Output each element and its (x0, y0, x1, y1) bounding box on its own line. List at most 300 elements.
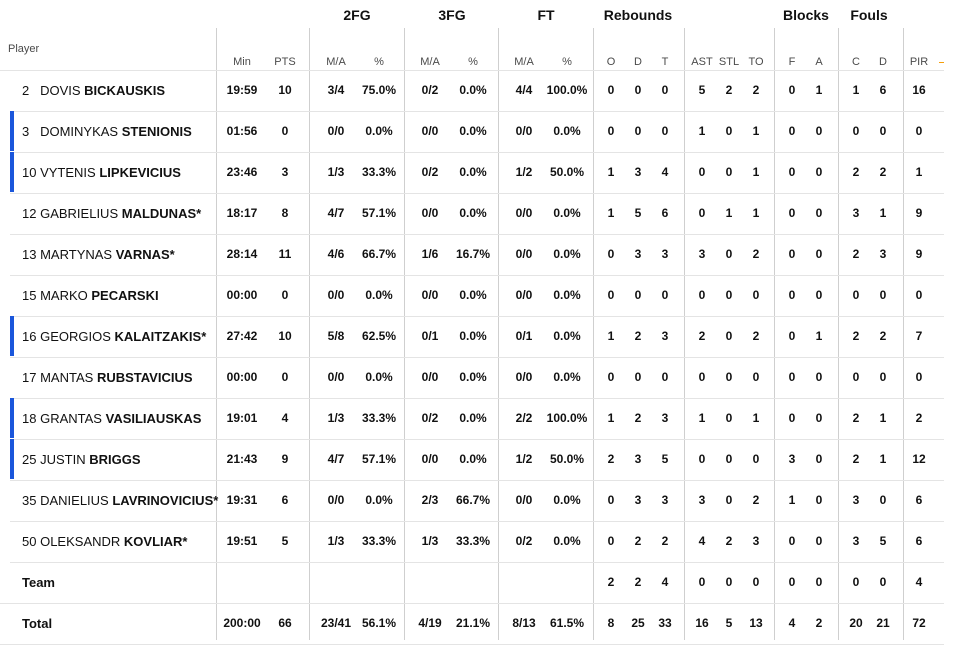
on-court-indicator (10, 152, 14, 192)
stat-ft-pct: 0.0% (553, 370, 581, 384)
player-first-name: GRANTAS (40, 411, 102, 426)
stat-min: 00:00 (226, 288, 258, 302)
stat-to: 13 (749, 616, 763, 630)
player-name-link[interactable] (22, 535, 187, 548)
stat-blk-f: 3 (788, 452, 796, 466)
stat-2fg-ma: 4/7 (327, 452, 345, 466)
stat-to: 1 (752, 165, 760, 179)
stat-foul-c: 3 (852, 206, 860, 220)
stat-min: 21:43 (226, 452, 258, 466)
column-header-ft-pct[interactable]: % (562, 56, 572, 68)
player-name-link[interactable] (22, 371, 193, 384)
stat-2fg-pct: 75.0% (361, 83, 397, 97)
stat-reb-t: 2 (661, 534, 669, 548)
stat-blk-a: 0 (815, 206, 823, 220)
stat-ft-pct: 0.0% (553, 329, 581, 343)
table-row[interactable] (0, 439, 944, 480)
stat-reb-o: 1 (607, 411, 615, 425)
stat-stl: 5 (725, 616, 733, 630)
stat-ast: 0 (698, 452, 706, 466)
stat-2fg-pct: 57.1% (361, 452, 397, 466)
stat-blk-a: 0 (815, 411, 823, 425)
stat-pir: 7 (915, 329, 923, 343)
column-header-foul-c[interactable]: C (852, 56, 860, 68)
player-last-name: STENIONIS (121, 124, 192, 139)
column-header-blk-a[interactable]: A (815, 56, 823, 68)
stat-ft-pct: 0.0% (553, 288, 581, 302)
column-header-reb-d[interactable]: D (634, 56, 642, 68)
stat-min: 01:56 (226, 124, 258, 138)
stat-blk-f: 0 (788, 247, 796, 261)
stat-min: 200:00 (223, 616, 261, 630)
stat-pir: 0 (915, 124, 923, 138)
starter-mark: * (196, 206, 202, 221)
player-number: 15 (22, 288, 37, 303)
stat-3fg-ma: 0/2 (421, 411, 439, 425)
stat-pts: 4 (281, 411, 289, 425)
stat-foul-d: 0 (879, 575, 887, 589)
stat-foul-d: 6 (879, 83, 887, 97)
stat-stl: 0 (725, 165, 733, 179)
stat-2fg-pct: 56.1% (361, 616, 397, 630)
stat-ft-ma: 2/2 (515, 411, 533, 425)
stat-ft-ma: 0/1 (515, 329, 533, 343)
stat-pts: 9 (281, 452, 289, 466)
player-first-name: GEORGIOS (40, 329, 111, 344)
stat-pts: 0 (281, 124, 289, 138)
stat-ft-pct: 100.0% (546, 83, 588, 97)
stat-ast: 3 (698, 493, 706, 507)
player-first-name: GABRIELIUS (40, 206, 119, 221)
stat-2fg-pct: 0.0% (365, 288, 393, 302)
group-header-3fg: 3FG (438, 7, 466, 23)
stat-min: 28:14 (226, 247, 258, 261)
stat-ft-ma: 0/0 (515, 493, 533, 507)
stat-3fg-pct: 16.7% (455, 247, 491, 261)
player-last-name: KOVLIAR (123, 534, 183, 549)
stat-3fg-ma: 2/3 (421, 493, 439, 507)
stat-reb-d: 2 (634, 411, 642, 425)
player-number: 35 (22, 493, 37, 508)
stat-3fg-ma: 0/0 (421, 288, 439, 302)
player-name-link[interactable] (22, 453, 141, 466)
stat-reb-d: 0 (634, 370, 642, 384)
stat-reb-t: 4 (661, 575, 669, 589)
player-name-link[interactable] (22, 125, 192, 138)
stat-foul-d: 0 (879, 370, 887, 384)
stat-pir: 4 (915, 575, 923, 589)
stat-stl: 0 (725, 124, 733, 138)
stat-foul-d: 2 (879, 329, 887, 343)
stat-3fg-ma: 0/0 (421, 370, 439, 384)
stat-reb-t: 33 (658, 616, 672, 630)
stat-reb-o: 2 (607, 575, 615, 589)
stat-reb-t: 0 (661, 288, 669, 302)
total-row (0, 603, 944, 644)
stat-blk-a: 0 (815, 534, 823, 548)
stat-2fg-pct: 66.7% (361, 247, 397, 261)
player-name-link[interactable] (22, 207, 201, 220)
stat-3fg-ma: 0/0 (421, 206, 439, 220)
stat-reb-o: 0 (607, 493, 615, 507)
stat-min: 00:00 (226, 370, 258, 384)
stat-3fg-ma: 0/1 (421, 329, 439, 343)
stat-3fg-pct: 0.0% (459, 411, 487, 425)
stat-2fg-pct: 0.0% (365, 124, 393, 138)
group-header-rebounds: Rebounds (603, 7, 673, 23)
stat-stl: 2 (725, 83, 733, 97)
stat-foul-c: 2 (852, 452, 860, 466)
stat-ft-pct: 0.0% (553, 493, 581, 507)
stat-reb-o: 0 (607, 370, 615, 384)
stat-2fg-ma: 1/3 (327, 534, 345, 548)
stat-2fg-ma: 0/0 (327, 288, 345, 302)
on-court-indicator (10, 398, 14, 438)
table-row[interactable] (0, 111, 944, 152)
stat-ast: 0 (698, 370, 706, 384)
stat-to: 0 (752, 288, 760, 302)
stat-foul-d: 0 (879, 288, 887, 302)
stat-foul-d: 2 (879, 165, 887, 179)
stat-3fg-pct: 0.0% (459, 370, 487, 384)
stat-reb-o: 0 (607, 124, 615, 138)
group-header-fouls: Fouls (850, 7, 888, 23)
stat-stl: 0 (725, 370, 733, 384)
column-header-2fg-pct[interactable]: % (374, 56, 384, 68)
starter-mark: * (201, 329, 207, 344)
stat-ft-ma: 0/0 (515, 124, 533, 138)
stat-2fg-ma: 0/0 (327, 493, 345, 507)
stat-ft-ma: 0/0 (515, 247, 533, 261)
stat-3fg-ma: 0/2 (421, 165, 439, 179)
stat-pts: 10 (278, 83, 292, 97)
stat-2fg-ma: 4/6 (327, 247, 345, 261)
stat-pir: 1 (915, 165, 923, 179)
stat-min: 19:59 (226, 83, 258, 97)
table-row[interactable] (0, 275, 944, 316)
stat-pir: 72 (912, 616, 926, 630)
player-first-name: MANTAS (40, 370, 94, 385)
stat-blk-a: 0 (815, 247, 823, 261)
stat-blk-f: 0 (788, 411, 796, 425)
group-header-2fg: 2FG (343, 7, 371, 23)
stat-blk-a: 0 (815, 288, 823, 302)
stat-blk-f: 0 (788, 575, 796, 589)
stat-reb-t: 5 (661, 452, 669, 466)
stat-to: 1 (752, 411, 760, 425)
stat-reb-d: 2 (634, 534, 642, 548)
stat-pts: 0 (281, 370, 289, 384)
total-label: Total (22, 616, 53, 631)
stat-foul-c: 0 (852, 575, 860, 589)
stat-2fg-ma: 4/7 (327, 206, 345, 220)
player-last-name: PECARSKI (91, 288, 159, 303)
stat-ast: 0 (698, 575, 706, 589)
stat-3fg-pct: 0.0% (459, 452, 487, 466)
stat-ft-ma: 0/0 (515, 370, 533, 384)
stat-min: 19:01 (226, 411, 258, 425)
stat-ft-pct: 0.0% (553, 534, 581, 548)
stat-reb-o: 1 (607, 206, 615, 220)
group-header-ft: FT (537, 7, 555, 23)
stat-blk-a: 0 (815, 575, 823, 589)
stat-pts: 10 (278, 329, 292, 343)
column-header-reb-t[interactable]: T (661, 56, 669, 68)
player-last-name: LAVRINOVICIUS (112, 493, 214, 508)
stat-stl: 1 (725, 206, 733, 220)
stat-reb-d: 0 (634, 83, 642, 97)
table-row[interactable] (0, 70, 944, 111)
starter-mark: * (169, 247, 175, 262)
stat-2fg-ma: 5/8 (327, 329, 345, 343)
stat-ft-pct: 0.0% (553, 247, 581, 261)
stat-pir: 9 (915, 247, 923, 261)
table-row[interactable] (0, 316, 944, 357)
stat-to: 3 (752, 534, 760, 548)
stat-min: 19:51 (226, 534, 258, 548)
stat-pir: 6 (915, 534, 923, 548)
stat-blk-f: 0 (788, 534, 796, 548)
stat-pir: 12 (912, 452, 926, 466)
stat-blk-a: 0 (815, 165, 823, 179)
stat-ft-ma: 1/2 (515, 452, 533, 466)
column-header-pir[interactable]: PIR (909, 56, 929, 68)
player-number: 16 (22, 329, 37, 344)
stat-to: 0 (752, 370, 760, 384)
column-header-min[interactable]: Min (233, 56, 251, 68)
player-last-name: BICKAUSKIS (84, 83, 166, 98)
stat-2fg-ma: 3/4 (327, 83, 345, 97)
stat-3fg-ma: 1/3 (421, 534, 439, 548)
stat-ft-pct: 0.0% (553, 124, 581, 138)
stat-2fg-pct: 33.3% (361, 411, 397, 425)
player-first-name: MARKO (40, 288, 88, 303)
stat-reb-o: 0 (607, 83, 615, 97)
stat-2fg-pct: 33.3% (361, 534, 397, 548)
player-first-name: JUSTIN (40, 452, 86, 467)
stat-reb-d: 2 (634, 329, 642, 343)
stat-blk-a: 1 (815, 83, 823, 97)
stat-blk-f: 0 (788, 288, 796, 302)
player-first-name: MARTYNAS (40, 247, 113, 262)
stat-foul-c: 2 (852, 165, 860, 179)
team-label: Team (22, 575, 55, 590)
player-first-name: VYTENIS (40, 165, 96, 180)
stat-3fg-ma: 4/19 (418, 616, 442, 630)
table-row[interactable] (0, 398, 944, 439)
player-number: 18 (22, 411, 37, 426)
stat-ft-pct: 50.0% (549, 452, 585, 466)
column-header-ft-ma[interactable]: M/A (514, 56, 534, 68)
table-row[interactable] (0, 152, 944, 193)
player-name-link[interactable] (22, 166, 181, 179)
stat-3fg-pct: 66.7% (455, 493, 491, 507)
player-last-name: BRIGGS (89, 452, 141, 467)
stat-3fg-pct: 33.3% (455, 534, 491, 548)
player-first-name: OLEKSANDR (40, 534, 121, 549)
stat-ft-pct: 50.0% (549, 165, 585, 179)
stat-stl: 0 (725, 452, 733, 466)
stat-stl: 2 (725, 534, 733, 548)
stat-foul-c: 3 (852, 493, 860, 507)
stat-pts: 3 (281, 165, 289, 179)
stat-reb-o: 1 (607, 329, 615, 343)
stat-2fg-pct: 33.3% (361, 165, 397, 179)
player-name-link[interactable] (22, 248, 175, 261)
stat-min: 18:17 (226, 206, 258, 220)
stat-to: 0 (752, 575, 760, 589)
player-last-name: KALAITZAKIS (114, 329, 202, 344)
stat-blk-f: 0 (788, 124, 796, 138)
stat-2fg-pct: 0.0% (365, 370, 393, 384)
stat-to: 0 (752, 452, 760, 466)
stat-ast: 4 (698, 534, 706, 548)
stat-reb-t: 6 (661, 206, 669, 220)
player-number: 25 (22, 452, 37, 467)
player-name-link[interactable] (22, 494, 218, 507)
stat-reb-t: 3 (661, 247, 669, 261)
stat-pts: 5 (281, 534, 289, 548)
column-header-3fg-pct[interactable]: % (468, 56, 478, 68)
stat-2fg-ma: 1/3 (327, 411, 345, 425)
stat-min: 27:42 (226, 329, 258, 343)
stat-blk-f: 4 (788, 616, 796, 630)
stat-reb-d: 3 (634, 165, 642, 179)
stat-ft-ma: 0/0 (515, 288, 533, 302)
stat-blk-f: 0 (788, 165, 796, 179)
stat-foul-d: 3 (879, 247, 887, 261)
stat-blk-a: 0 (815, 124, 823, 138)
player-last-name: MALDUNAS (121, 206, 197, 221)
stat-reb-t: 0 (661, 124, 669, 138)
column-header-3fg-ma[interactable]: M/A (420, 56, 440, 68)
stat-3fg-ma: 0/0 (421, 452, 439, 466)
stat-blk-a: 0 (815, 493, 823, 507)
player-name-link[interactable] (22, 330, 206, 343)
column-header-pts[interactable]: PTS (274, 56, 296, 68)
stat-foul-c: 0 (852, 370, 860, 384)
stat-stl: 0 (725, 411, 733, 425)
player-column-header: Player (8, 43, 40, 55)
stat-foul-d: 21 (876, 616, 890, 630)
stat-stl: 0 (725, 493, 733, 507)
column-header-blk-f[interactable]: F (788, 56, 796, 68)
stat-ast: 1 (698, 124, 706, 138)
stat-blk-a: 1 (815, 329, 823, 343)
stat-stl: 0 (725, 575, 733, 589)
stat-pir: 0 (915, 288, 923, 302)
player-name-link[interactable] (22, 289, 159, 302)
player-last-name: VARNAS (115, 247, 170, 262)
stat-reb-t: 0 (661, 370, 669, 384)
player-first-name: DOVIS (40, 83, 81, 98)
player-number: 10 (22, 165, 37, 180)
stat-reb-t: 3 (661, 329, 669, 343)
column-header-2fg-ma[interactable]: M/A (326, 56, 346, 68)
stat-ast: 0 (698, 165, 706, 179)
stat-ft-ma: 1/2 (515, 165, 533, 179)
stat-ft-pct: 100.0% (546, 411, 588, 425)
player-number: 2 (22, 83, 30, 98)
player-number: 12 (22, 206, 37, 221)
stat-to: 2 (752, 247, 760, 261)
stat-pts: 66 (278, 616, 292, 630)
stat-pts: 11 (278, 247, 292, 261)
stat-blk-a: 0 (815, 452, 823, 466)
stat-2fg-ma: 0/0 (327, 370, 345, 384)
stat-pir: 6 (915, 493, 923, 507)
table-row[interactable] (0, 357, 944, 398)
stat-to: 2 (752, 329, 760, 343)
stat-blk-f: 0 (788, 83, 796, 97)
column-header-to[interactable]: TO (748, 56, 764, 68)
player-number: 17 (22, 370, 37, 385)
stat-ast: 2 (698, 329, 706, 343)
player-number: 13 (22, 247, 37, 262)
stat-foul-d: 0 (879, 124, 887, 138)
stat-to: 2 (752, 83, 760, 97)
stat-pts: 0 (281, 288, 289, 302)
on-court-indicator (10, 316, 14, 356)
table-row[interactable] (0, 480, 944, 521)
column-header-ast[interactable]: AST (691, 56, 713, 68)
column-header-stl[interactable]: STL (718, 56, 740, 68)
player-last-name: RUBSTAVICIUS (96, 370, 193, 385)
stat-stl: 0 (725, 247, 733, 261)
player-number: 50 (22, 534, 37, 549)
stat-foul-d: 5 (879, 534, 887, 548)
table-row[interactable] (0, 521, 944, 562)
on-court-indicator (10, 439, 14, 479)
stat-reb-d: 0 (634, 124, 642, 138)
column-header-reb-o[interactable]: O (606, 56, 616, 68)
stat-to: 2 (752, 493, 760, 507)
stat-3fg-pct: 0.0% (459, 124, 487, 138)
stat-2fg-ma: 1/3 (327, 165, 345, 179)
stat-3fg-pct: 21.1% (455, 616, 491, 630)
stat-pts: 6 (281, 493, 289, 507)
stat-to: 1 (752, 124, 760, 138)
stat-reb-o: 0 (607, 534, 615, 548)
starter-mark: * (213, 493, 219, 508)
stat-3fg-pct: 0.0% (459, 206, 487, 220)
stat-reb-o: 1 (607, 165, 615, 179)
stat-2fg-pct: 0.0% (365, 493, 393, 507)
stat-blk-a: 0 (815, 370, 823, 384)
stat-min: 23:46 (226, 165, 258, 179)
column-header-foul-d[interactable]: D (879, 56, 887, 68)
player-last-name: LIPKEVICIUS (99, 165, 181, 180)
stat-3fg-ma: 1/6 (421, 247, 439, 261)
stat-reb-o: 8 (607, 616, 615, 630)
team-row (0, 562, 944, 603)
stat-blk-f: 0 (788, 206, 796, 220)
stat-pir: 16 (912, 83, 926, 97)
table-row[interactable] (0, 234, 944, 275)
player-name-link[interactable] (22, 412, 201, 425)
stat-ast: 5 (698, 83, 706, 97)
table-row[interactable] (0, 193, 944, 234)
on-court-indicator (10, 111, 14, 151)
stat-blk-f: 0 (788, 329, 796, 343)
stat-foul-c: 0 (852, 124, 860, 138)
player-last-name: VASILIAUSKAS (105, 411, 202, 426)
player-first-name: DANIELIUS (40, 493, 109, 508)
stat-min: 19:31 (226, 493, 258, 507)
stat-foul-d: 1 (879, 411, 887, 425)
player-name-link[interactable] (22, 84, 165, 97)
stat-foul-d: 0 (879, 493, 887, 507)
